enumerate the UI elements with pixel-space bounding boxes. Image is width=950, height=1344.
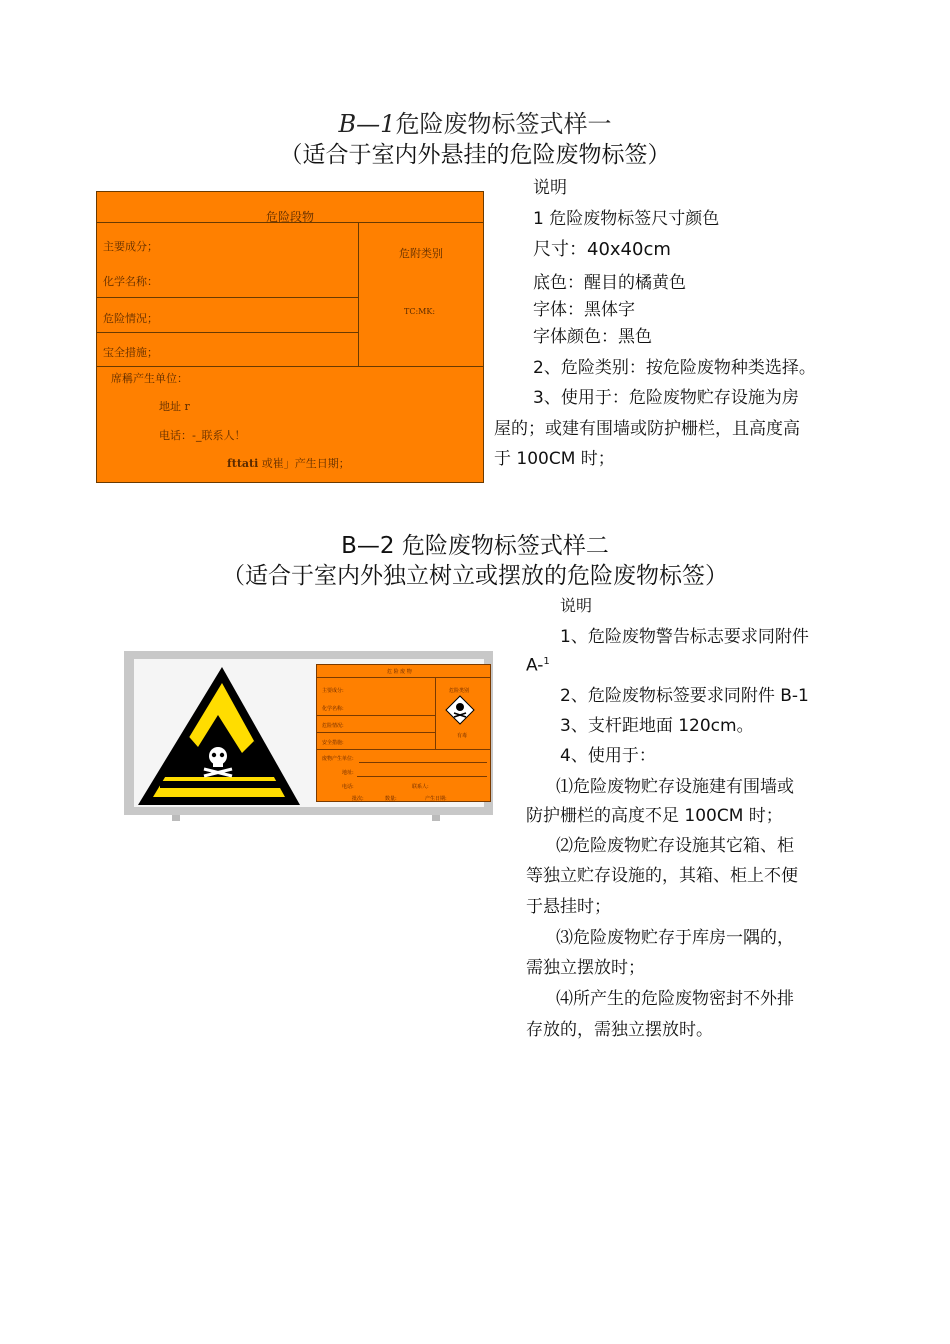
toxic-diamond-icon (445, 695, 475, 725)
desc2-p1-line2: 防护栅栏的高度不足 100CM 时； (526, 806, 783, 826)
sign2-contact: 联系人: (412, 784, 429, 790)
sign2-hazard: 危险情况: (322, 723, 344, 729)
label1-phone: 电话：-_联系人！ (159, 429, 246, 442)
label1-row-safety (97, 333, 358, 367)
sign2-underline (357, 776, 487, 777)
hazard-sign-sample-2 (124, 651, 493, 815)
desc2-p3-line1: ⑶危险废物贮存于库房一隅的， (556, 928, 794, 948)
label1-address: 地址 r (159, 400, 190, 413)
label1-batch (227, 455, 350, 471)
desc1-item3-line2: 屋的；或建有围墙或防护栅栏，且高度高 (494, 419, 800, 439)
desc2-item2: 2、危险废物标签要求同附件 B-1 (560, 686, 809, 706)
label1-row-ingredients (97, 223, 358, 298)
sign2-chem: 化学名称: (322, 706, 344, 712)
sign2-toxic: 有毒 (457, 733, 468, 739)
desc2-item4: 4、使用于： (560, 746, 656, 766)
desc2-item1-line2 (526, 657, 550, 675)
sign2-board (134, 659, 484, 807)
title-rest: 危险废物标签式样一 (395, 110, 612, 138)
sign2-header: 危 险 废 物 (387, 669, 412, 675)
label1-producer: 席稱产生单位： (111, 372, 188, 385)
label1-main-ingredient: 主要成分； (103, 240, 158, 253)
label1-header: 危险段物 (97, 192, 483, 223)
warning-triangle-icon (134, 659, 304, 807)
sign2-addr: 地址: (342, 770, 354, 776)
desc1-item1: 1 危险废物标签尺寸颜色 (533, 209, 720, 229)
label1-class-code: TC:MK: (404, 307, 436, 316)
desc2-item3: 3、支杆距地面 120cm。 (560, 716, 754, 736)
desc2-p1-line1: ⑴危险废物贮存设施建有围墙或 (556, 777, 794, 797)
desc1-font: 字体：黑体字 (533, 300, 635, 320)
sign2-producer: 废物产生单位: (322, 756, 354, 762)
sign2-safety: 安全措施: (322, 740, 344, 746)
desc2-p4-line1: ⑷所产生的危险废物密封不外排 (556, 989, 794, 1009)
label1-hazard: 危险情况； (103, 312, 158, 325)
label1-class-block (359, 223, 483, 367)
sign2-vdivider (435, 677, 436, 749)
desc1-item3-line3: 于 100CM 时； (494, 449, 615, 469)
sign2-post-left (172, 815, 180, 821)
sign2-class: 危险类别 (449, 688, 470, 694)
desc2-p4-line2: 存放的，需独立摆放时。 (526, 1020, 713, 1040)
desc2-heading: 说明 (560, 596, 593, 615)
sign2-main: 主要成分: (322, 688, 344, 694)
hazard-label-sample-1 (96, 191, 484, 483)
section2-subtitle: （适合于室内外独立树立或摆放的危险废物标签） (222, 563, 728, 589)
sign2-qty: 数量: (385, 796, 397, 802)
desc2-p2-line3: 于悬挂时； (526, 897, 611, 917)
label1-row-hazard (97, 298, 358, 333)
sign2-phone: 电话: (342, 784, 354, 790)
title-prefix: B—1 (338, 110, 396, 138)
desc1-bg: 底色：醒目的橘黄色 (533, 273, 686, 293)
desc2-p2-line2: 等独立贮存设施的，其箱、柜上不便 (526, 866, 798, 886)
desc2-item1-line1: 1、危险废物警告标志要求同附件 (560, 627, 809, 647)
desc1-item3-line1: 3、使用于：危险废物贮存设施为房 (533, 388, 799, 408)
sign2-divider (317, 732, 435, 733)
sign2-date: 产生日期: (425, 796, 447, 802)
sign2-batch: 批次: (352, 796, 364, 802)
label1-chemical-name: 化学名称： (103, 275, 158, 288)
sign2-divider (317, 749, 490, 750)
section2-title: B—2 危险废物标签式样二 (341, 533, 609, 559)
sign2-post-right (432, 815, 440, 821)
label1-hazard-class: 危附类别 (399, 247, 443, 260)
sign2-label (316, 664, 491, 802)
desc2-item1-ref: A- (526, 655, 544, 676)
sign2-divider (317, 715, 435, 716)
desc1-heading: 说明 (533, 178, 567, 198)
sign2-underline (359, 762, 487, 763)
label1-left-block (97, 223, 359, 367)
desc2-p2-line1: ⑵危险废物贮存设施其它箱、柜 (556, 836, 794, 856)
desc1-item2: 2、危险类别：按危险废物种类选择。 (533, 358, 816, 378)
label1-batch-rest: 或崔」产生日期； (261, 457, 350, 470)
sign2-divider (317, 677, 490, 678)
desc2-p3-line2: 需独立摆放时； (526, 958, 645, 978)
desc1-font-color: 字体颜色：黑色 (533, 327, 652, 347)
section1-subtitle: （适合于室内外悬挂的危险废物标签） (279, 142, 671, 168)
label1-safety: 宝全措施； (103, 346, 158, 359)
desc1-size: 尺寸：40x40cm (533, 239, 671, 260)
desc2-item1-sup: 1 (543, 656, 550, 667)
section1-title (0, 104, 950, 139)
label1-batch-bold: fttati (227, 457, 259, 470)
